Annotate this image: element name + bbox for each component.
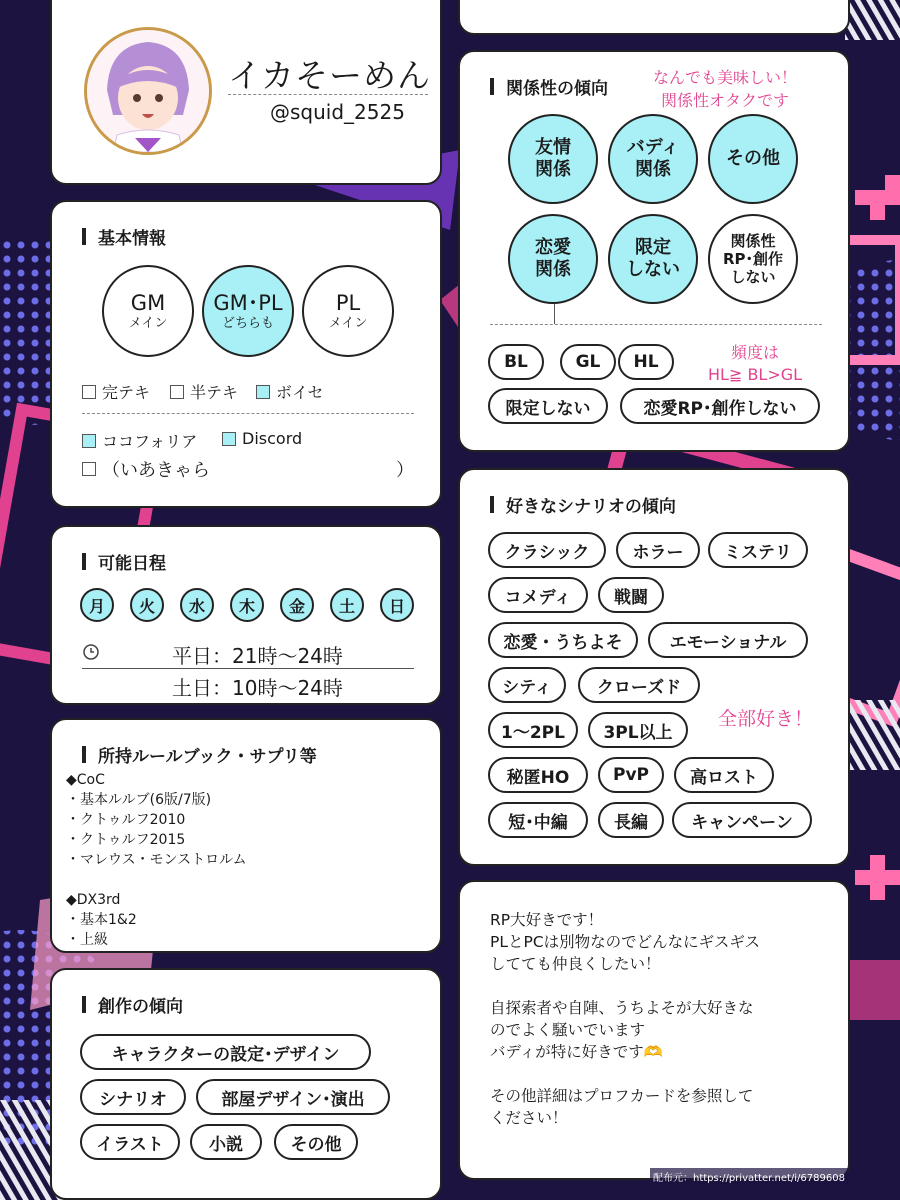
tool-label: ココフォリア	[102, 432, 198, 451]
scenario-tag[interactable]: 戦闘	[598, 577, 664, 613]
scenario-tag[interactable]: エモーショナル	[648, 622, 808, 658]
holiday-time: 土日：10時〜24時	[172, 676, 343, 700]
day-6[interactable]: 日	[380, 588, 414, 622]
scenario-tag[interactable]: ミステリ	[708, 532, 808, 568]
basic-info-title: 基本情報	[82, 224, 166, 249]
role-main: PL	[335, 290, 361, 315]
relations-card	[458, 50, 850, 452]
tool-option[interactable]	[222, 429, 302, 448]
day-4[interactable]: 金	[280, 588, 314, 622]
role-main: GM･PL	[213, 290, 283, 315]
scenario-tag[interactable]: 恋愛・うちよそ	[488, 622, 638, 658]
scenarios-title: 好きなシナリオの傾向	[490, 492, 676, 517]
checkbox-icon	[82, 434, 96, 448]
role-sub: メイン	[328, 315, 368, 331]
session-type-label: 完テキ	[102, 383, 151, 402]
scenario-tag[interactable]: クローズド	[578, 667, 700, 703]
relation-option[interactable]: その他	[708, 114, 798, 204]
scenario-tag[interactable]: 高ロスト	[674, 757, 774, 793]
scenario-tag[interactable]: PvP	[598, 757, 664, 793]
frequency-note: 頻度は HL≧ BL>GL	[708, 343, 803, 384]
creative-tag[interactable]: 小説	[190, 1124, 262, 1160]
creative-tag[interactable]: シナリオ	[80, 1079, 186, 1115]
checkbox-icon	[82, 385, 96, 399]
creative-tag[interactable]: 部屋デザイン･演出	[196, 1079, 390, 1115]
top-right-card	[458, 0, 850, 35]
scenarios-card	[458, 468, 850, 866]
relation-tag[interactable]: HL	[618, 344, 674, 380]
avatar	[84, 27, 212, 155]
creative-card	[50, 968, 442, 1200]
session-type-option[interactable]	[170, 380, 238, 403]
other-tool: （いあきゃら ）	[82, 456, 414, 482]
profile-card	[50, 0, 442, 185]
day-3[interactable]: 木	[230, 588, 264, 622]
role-option[interactable]	[102, 265, 194, 357]
basic-divider	[82, 413, 414, 414]
relations-note: なんでも美味しい！ 関係性オタクです	[653, 68, 798, 110]
day-5[interactable]: 土	[330, 588, 364, 622]
scenarios-note: 全部好き！	[718, 708, 814, 730]
relation-tag[interactable]: 恋愛RP･創作しない	[620, 388, 820, 424]
relation-option[interactable]: 恋愛 関係	[508, 214, 598, 304]
tool-option[interactable]	[82, 429, 197, 452]
scenario-tag[interactable]: クラシック	[488, 532, 606, 568]
session-type-label: ボイセ	[276, 383, 324, 402]
scenario-tag[interactable]: キャンペーン	[672, 802, 812, 838]
role-option[interactable]	[302, 265, 394, 357]
scenario-tag[interactable]: 秘匿HO	[488, 757, 588, 793]
session-type-label: 半テキ	[190, 383, 239, 402]
relations-divider	[490, 324, 822, 325]
title-bar-icon	[490, 496, 494, 513]
relation-tag[interactable]: BL	[488, 344, 544, 380]
schedule-title: 可能日程	[82, 549, 166, 574]
scenario-tag[interactable]: 短･中編	[488, 802, 588, 838]
schedule-card	[50, 525, 442, 705]
rulebooks-list: ◆CoC ・基本ルルブ(6版/7版) ・クトゥルフ2010 ・クトゥルフ2015 ・マレウス・モンストロルム ◆DX3rd ・基本1&2 ・上級	[66, 772, 247, 948]
day-2[interactable]: 水	[180, 588, 214, 622]
profile-name: イカそーめん	[228, 56, 432, 95]
weekday-time: 平日：21時〜24時	[172, 644, 343, 668]
role-main: GM	[130, 290, 166, 315]
session-type-option[interactable]	[82, 380, 150, 403]
title-bar-icon	[82, 746, 86, 763]
footer-credit: 配布元：https://privatter.net/i/6789608	[650, 1168, 848, 1185]
profile-handle: @squid_2525	[270, 100, 405, 124]
relations-title: 関係性の傾向	[490, 74, 608, 99]
relation-option[interactable]: 友情 関係	[508, 114, 598, 204]
circle-connector	[554, 304, 555, 324]
relation-option[interactable]: 限定 しない	[608, 214, 698, 304]
role-sub: メイン	[128, 315, 168, 331]
checkbox-icon	[170, 385, 184, 399]
title-bar-icon	[82, 228, 86, 245]
title-bar-icon	[82, 553, 86, 570]
name-divider	[228, 94, 428, 95]
day-1[interactable]: 火	[130, 588, 164, 622]
session-type-option[interactable]	[256, 380, 324, 403]
scenario-tag[interactable]: 長編	[598, 802, 664, 838]
title-bar-icon	[82, 996, 86, 1013]
checkbox-icon	[222, 432, 236, 446]
creative-tag[interactable]: キャラクターの設定･デザイン	[80, 1034, 371, 1070]
scenario-tag[interactable]: ホラー	[616, 532, 700, 568]
role-sub: どちらも	[221, 315, 274, 331]
scenario-tag[interactable]: シティ	[488, 667, 566, 703]
scenario-tag[interactable]: コメディ	[488, 577, 588, 613]
relation-option[interactable]: 関係性 RP･創作 しない	[708, 214, 798, 304]
message-text: RP大好きです！ PLとPCは別物なのでどんなにギスギス してても仲良くしたい！ 自探索者や自陣、うちよそが大好きな のでよく騒いでいます バディが特に好きです🫶 その他詳細はプロフカードを参照して ください！	[490, 911, 761, 1127]
checkbox-icon	[82, 462, 96, 476]
title-bar-icon	[490, 78, 494, 95]
clock-icon	[82, 643, 100, 665]
relation-tag[interactable]: GL	[560, 344, 616, 380]
creative-title: 創作の傾向	[82, 992, 183, 1017]
checkbox-icon	[256, 385, 270, 399]
creative-tag[interactable]: その他	[274, 1124, 358, 1160]
message-card	[458, 880, 850, 1180]
relation-option[interactable]: バディ 関係	[608, 114, 698, 204]
scenario-tag[interactable]: 3PL以上	[588, 712, 688, 748]
creative-tag[interactable]: イラスト	[80, 1124, 180, 1160]
relation-tag[interactable]: 限定しない	[488, 388, 608, 424]
schedule-divider	[82, 668, 414, 669]
rulebooks-card	[50, 718, 442, 953]
rulebooks-title: 所持ルールブック・サプリ等	[82, 742, 317, 767]
day-0[interactable]: 月	[80, 588, 114, 622]
tool-label: Discord	[242, 429, 303, 448]
basic-info-card	[50, 200, 442, 508]
scenario-tag[interactable]: 1〜2PL	[488, 712, 578, 748]
role-option[interactable]	[202, 265, 294, 357]
